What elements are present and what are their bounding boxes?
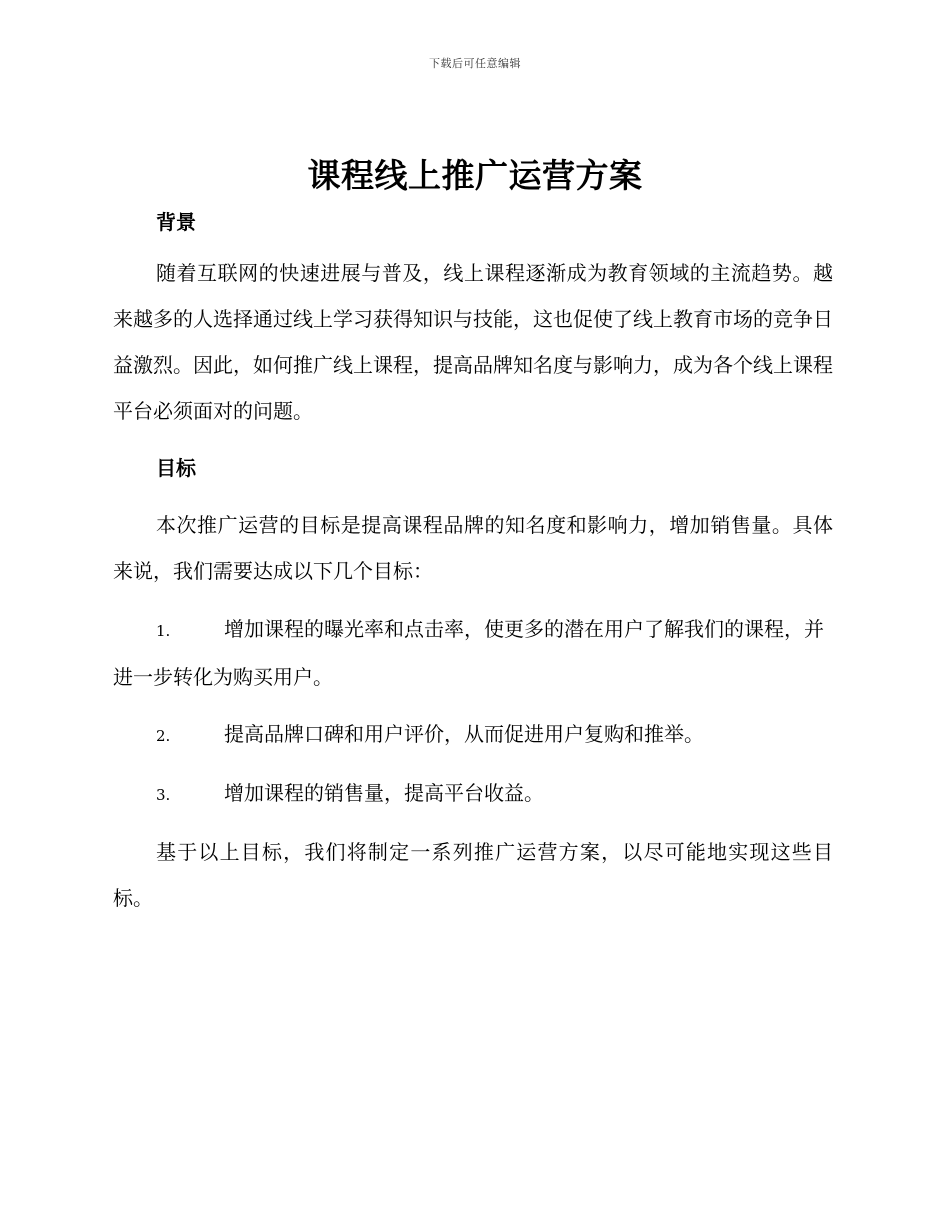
goals-list-item <box>113 770 833 818</box>
list-item-text: 提高品牌口碑和用户评价，从而促进用户复购和推举。 <box>224 722 704 746</box>
section-heading-background: 背景 <box>156 210 196 234</box>
goals-intro-paragraph: 本次推广运营的目标是提高课程品牌的知名度和影响力，增加销售量。具体来说，我们需要达成以下几个目标： <box>113 513 833 583</box>
document-body <box>113 200 833 921</box>
section-heading-goals: 目标 <box>156 456 196 480</box>
list-item-number: 1. <box>156 622 171 640</box>
document-title: 课程线上推广运营方案 <box>307 156 643 195</box>
goals-list <box>113 606 833 818</box>
background-paragraph: 随着互联网的快速进展与普及，线上课程逐渐成为教育领域的主流趋势。越来越多的人选择通过线上学习获得知识与技能，这也促使了线上教育市场的竞争日益激烈。因此，如何推广线上课程，提高品牌知名度与影响力，成为各个线上课程平台必须面对的问题。 <box>113 261 833 423</box>
list-item-text: 增加课程的曝光率和点击率，使更多的潜在用户了解我们的课程，并进一步转化为购买用户。 <box>113 617 824 689</box>
header-note: 下载后可任意编辑 <box>429 57 521 70</box>
list-item-number: 2. <box>156 727 171 745</box>
list-item-text: 增加课程的销售量，提高平台收益。 <box>224 781 544 805</box>
goals-list-item <box>113 606 833 700</box>
list-item-number: 3. <box>156 786 171 804</box>
goals-list-item <box>113 711 833 759</box>
goals-conclusion-paragraph: 基于以上目标，我们将制定一系列推广运营方案，以尽可能地实现这些目标。 <box>113 840 833 910</box>
